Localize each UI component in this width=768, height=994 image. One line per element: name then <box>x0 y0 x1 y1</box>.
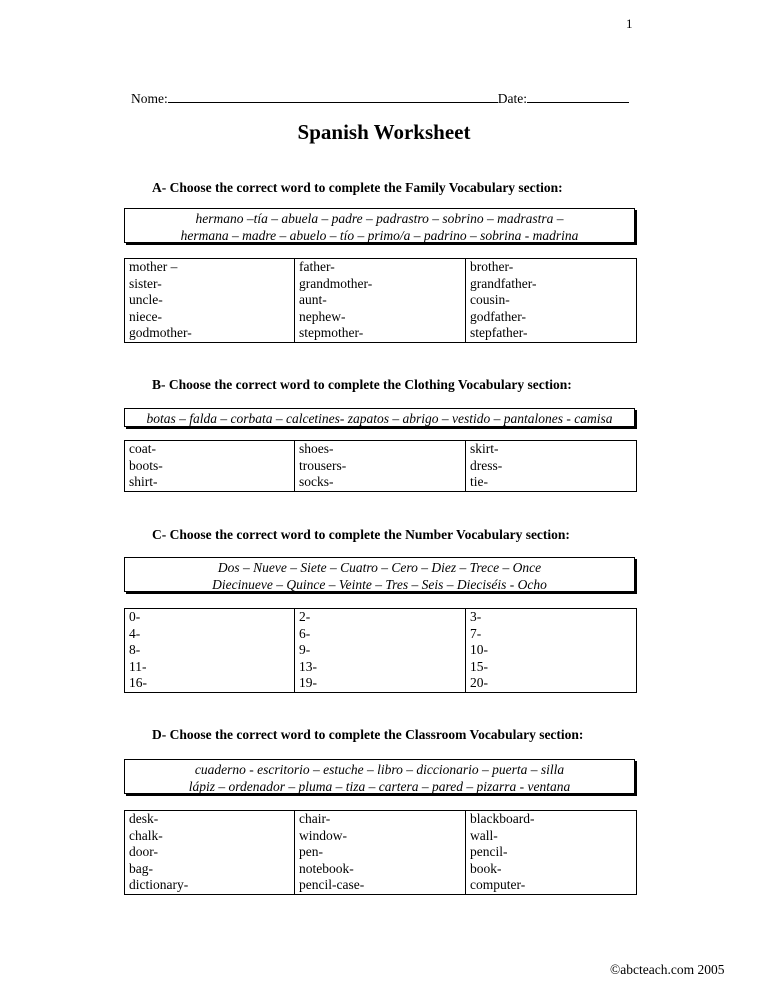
vocab-item: wall- <box>470 827 498 843</box>
vocab-item: dress- <box>470 457 503 473</box>
vocab-column <box>125 259 295 343</box>
name-date-line <box>131 90 631 107</box>
vocab-item: door- <box>129 844 158 859</box>
vocab-column <box>466 259 637 343</box>
vocab-item: window- <box>299 827 347 843</box>
vocab-item: 16- <box>129 675 147 690</box>
vocab-column <box>466 811 637 895</box>
name-blank[interactable] <box>168 90 498 103</box>
section-c-word-bank <box>124 557 635 592</box>
vocab-item: 11- <box>129 658 147 674</box>
word-bank-line: hermano –tía – abuela – padre – padrastro – sobrino – madrastra – <box>195 211 564 226</box>
vocab-item: 6- <box>299 625 311 641</box>
section-d-table <box>124 810 637 895</box>
section-c-heading: C- Choose the correct word to complete the Number Vocabulary section: <box>152 527 570 542</box>
copyright-footer: ©abcteach.com 2005 <box>610 962 725 977</box>
vocab-item: pencil- <box>470 844 508 859</box>
vocab-item: 2- <box>299 609 311 624</box>
word-bank-line: Dos – Nueve – Siete – Cuatro – Cero – Diez – Trece – Once <box>217 560 542 575</box>
vocab-item: desk- <box>129 811 159 826</box>
page-number: 1 <box>626 16 633 31</box>
vocab-item: 8- <box>129 642 141 657</box>
vocab-item: 20- <box>470 675 488 690</box>
vocab-column <box>125 609 295 693</box>
section-c-table <box>124 608 637 693</box>
vocab-item: brother- <box>470 259 514 274</box>
vocab-item: grandmother- <box>299 275 373 291</box>
vocab-column <box>125 441 295 492</box>
vocab-item: chalk- <box>129 827 163 843</box>
vocab-column <box>295 811 466 895</box>
word-bank-line: cuaderno - escritorio – estuche – libro – diccionario – puerta – silla <box>194 762 565 777</box>
vocab-item: niece- <box>129 308 162 324</box>
vocab-item: godfather- <box>470 308 526 324</box>
vocab-item: stepfather- <box>470 325 528 340</box>
date-blank[interactable] <box>527 90 629 103</box>
vocab-item: 7- <box>470 625 482 641</box>
name-label: Nome: <box>131 91 168 106</box>
vocab-item: computer- <box>470 877 526 892</box>
vocab-column <box>466 609 637 693</box>
vocab-item: coat- <box>129 441 156 456</box>
vocab-item: dictionary- <box>129 877 189 892</box>
vocab-column <box>466 441 637 492</box>
word-bank-line: hermana – madre – abuelo – tío – primo/a – padrino – sobrina - madrina <box>180 228 579 243</box>
vocab-item: boots- <box>129 457 163 473</box>
section-a-table <box>124 258 637 343</box>
date-label: Date: <box>497 91 527 106</box>
vocab-item: socks- <box>299 474 334 489</box>
section-b-heading: B- Choose the correct word to complete the Clothing Vocabulary section: <box>152 377 572 392</box>
section-b-word-bank <box>124 408 635 427</box>
vocab-item: book- <box>470 860 502 876</box>
vocab-item: notebook- <box>299 860 354 876</box>
vocab-column <box>125 811 295 895</box>
vocab-item: pen- <box>299 844 323 859</box>
vocab-item: cousin- <box>470 292 510 307</box>
vocab-item: bag- <box>129 860 153 876</box>
page-title: Spanish Worksheet <box>297 120 471 144</box>
section-b-table <box>124 440 637 492</box>
vocab-item: pencil-case- <box>299 877 365 892</box>
vocab-item: 3- <box>470 609 482 624</box>
vocab-item: father- <box>299 259 335 274</box>
vocab-item: 0- <box>129 609 141 624</box>
vocab-item: grandfather- <box>470 275 537 291</box>
vocab-item: trousers- <box>299 457 347 473</box>
vocab-item: stepmother- <box>299 325 364 340</box>
vocab-item: mother – <box>129 259 178 274</box>
vocab-item: blackboard- <box>470 811 535 826</box>
vocab-item: 9- <box>299 642 311 657</box>
vocab-item: uncle- <box>129 292 163 307</box>
section-a-word-bank <box>124 208 635 243</box>
word-bank-line: botas – falda – corbata – calcetines- zapatos – abrigo – vestido – pantalones - camisa <box>146 411 613 426</box>
vocab-item: 4- <box>129 625 141 641</box>
vocab-item: 10- <box>470 642 488 657</box>
vocab-item: shirt- <box>129 474 158 489</box>
vocab-item: godmother- <box>129 325 192 340</box>
word-bank-line: lápiz – ordenador – pluma – tiza – cartera – pared – pizarra - ventana <box>188 779 571 794</box>
word-bank-line: Diecinueve – Quince – Veinte – Tres – Seis – Dieciséis - Ocho <box>212 577 547 592</box>
vocab-item: 13- <box>299 658 317 674</box>
vocab-item: 19- <box>299 675 317 690</box>
vocab-column <box>295 441 466 492</box>
vocab-item: 15- <box>470 658 488 674</box>
section-a-heading: A- Choose the correct word to complete the Family Vocabulary section: <box>152 180 563 195</box>
vocab-item: shoes- <box>299 441 334 456</box>
vocab-column <box>295 259 466 343</box>
section-d-word-bank <box>124 759 635 794</box>
vocab-item: skirt- <box>470 441 499 456</box>
vocab-column <box>295 609 466 693</box>
vocab-item: tie- <box>470 474 488 489</box>
section-d-heading: D- Choose the correct word to complete the Classroom Vocabulary section: <box>152 727 584 742</box>
vocab-item: sister- <box>129 275 162 291</box>
vocab-item: chair- <box>299 811 331 826</box>
vocab-item: aunt- <box>299 292 327 307</box>
vocab-item: nephew- <box>299 308 346 324</box>
